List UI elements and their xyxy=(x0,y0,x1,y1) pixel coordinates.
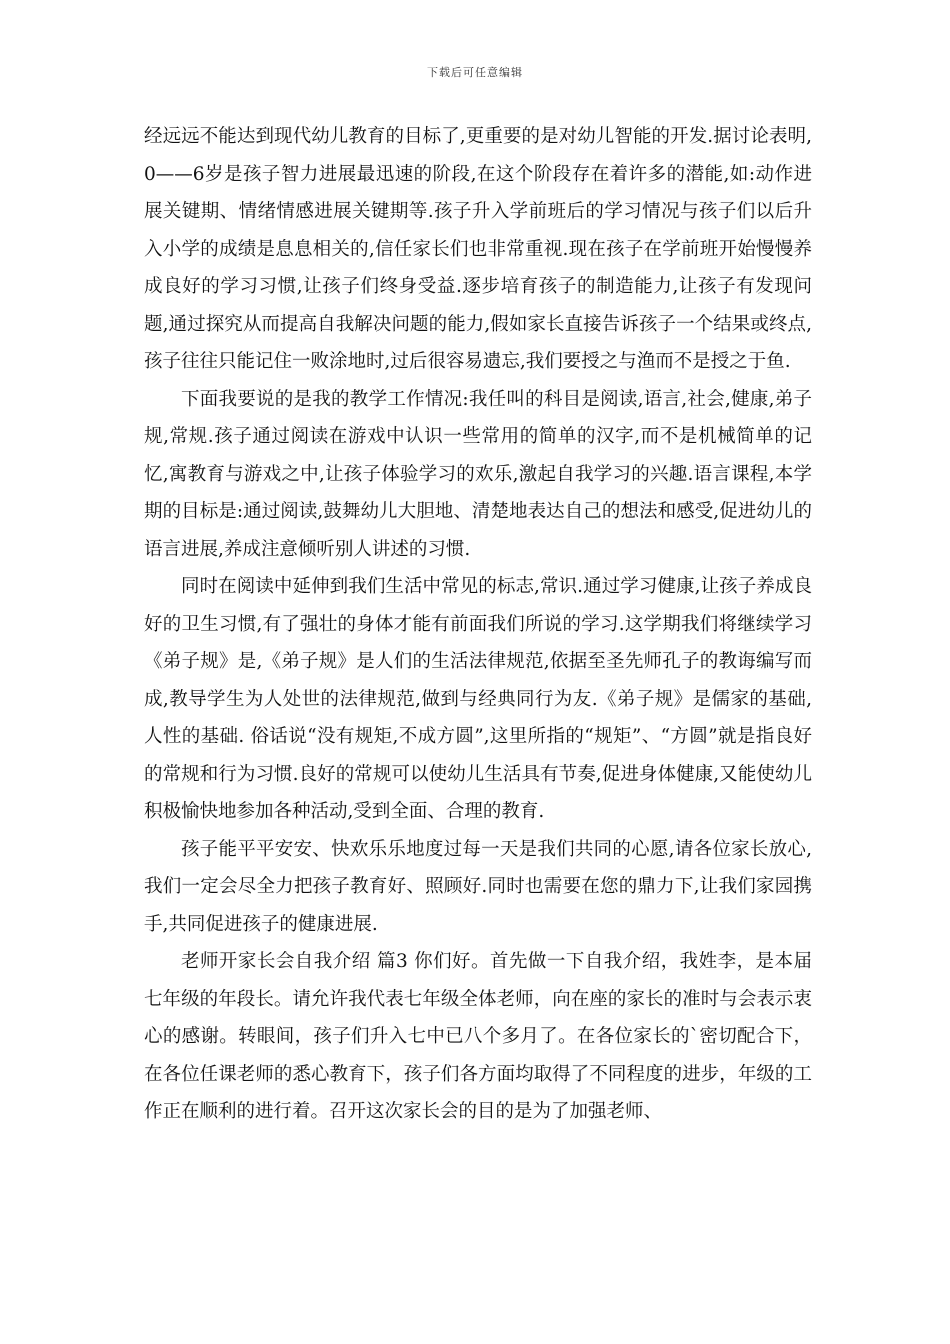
document-body xyxy=(144,118,812,1131)
paragraph-4: 孩子能平平安安、快欢乐乐地度过每一天是我们共同的心愿,请各位家长放心,我们一定会尽全力把孩子教育好、照顾好.同时也需要在您的鼎力下,让我们家园携手,共同促进孩子的健康进展. xyxy=(144,838,812,935)
paragraph-1: 经远远不能达到现代幼儿教育的目标了,更重要的是对幼儿智能的开发.据讨论表明,0——6岁是孩子智力进展最迅速的阶段,在这个阶段存在着许多的潜能,如:动作进展关键期、情绪情感进展关键期等.孩子升入学前班后的学习情况与孩子们以后升入小学的成绩是息息相关的,信任家长们也非常重视.现在孩子在学前班开始慢慢养成良好的学习习惯,让孩子们终身受益.逐步培育孩子的制造能力,让孩子有发现问题,通过探究从而提高自我解决问题的能力,假如家长直接告诉孩子一个结果或终点,孩子往往只能记住一败涂地时,过后很容易遗忘,我们要授之与渔而不是授之于鱼. xyxy=(144,126,812,372)
paragraph-3: 同时在阅读中延伸到我们生活中常见的标志,常识.通过学习健康,让孩子养成良好的卫生习惯,有了强壮的身体才能有前面我们所说的学习.这学期我们将继续学习《弟子规》是,《弟子规》是人们的生活法律规范,依据至圣先师孔子的教诲编写而成,教导学生为人处世的法律规范,做到与经典同行为友.《弟子规》是儒家的基础,人性的基础. 俗话说“没有规矩,不成方圆”,这里所指的“规矩”、“方圆”就是指良好的常规和行为习惯.良好的常规可以使幼儿生活具有节奏,促进身体健康,又能使幼儿积极愉快地参加各种活动,受到全面、合理的教育. xyxy=(144,576,812,822)
paragraph-5: 老师开家长会自我介绍 篇3 你们好。首先做一下自我介绍，我姓李，是本届七年级的年段长。请允许我代表七年级全体老师，向在座的家长的准时与会表示衷心的感谢。转眼间，孩子们升入七中已八个多月了。在各位家长的`密切配合下，在各位任课老师的悉心教育下，孩子们各方面均取得了不同程度的进步，年级的工作正在顺利的进行着。召开这次家长会的目的是为了加强老师、 xyxy=(144,951,812,1122)
paragraph-2: 下面我要说的是我的教学工作情况:我任叫的科目是阅读,语言,社会,健康,弟子规,常规.孩子通过阅读在游戏中认识一些常用的简单的汉字,而不是机械简单的记忆,寓教育与游戏之中,让孩子体验学习的欢乐,激起自我学习的兴趣.语言课程,本学期的目标是:通过阅读,鼓舞幼儿大胆地、清楚地表达自己的想法和感受,促进幼儿的语言进展,养成注意倾听别人讲述的习惯. xyxy=(144,388,812,560)
page-header: 下载后可任意编辑 xyxy=(427,66,523,79)
